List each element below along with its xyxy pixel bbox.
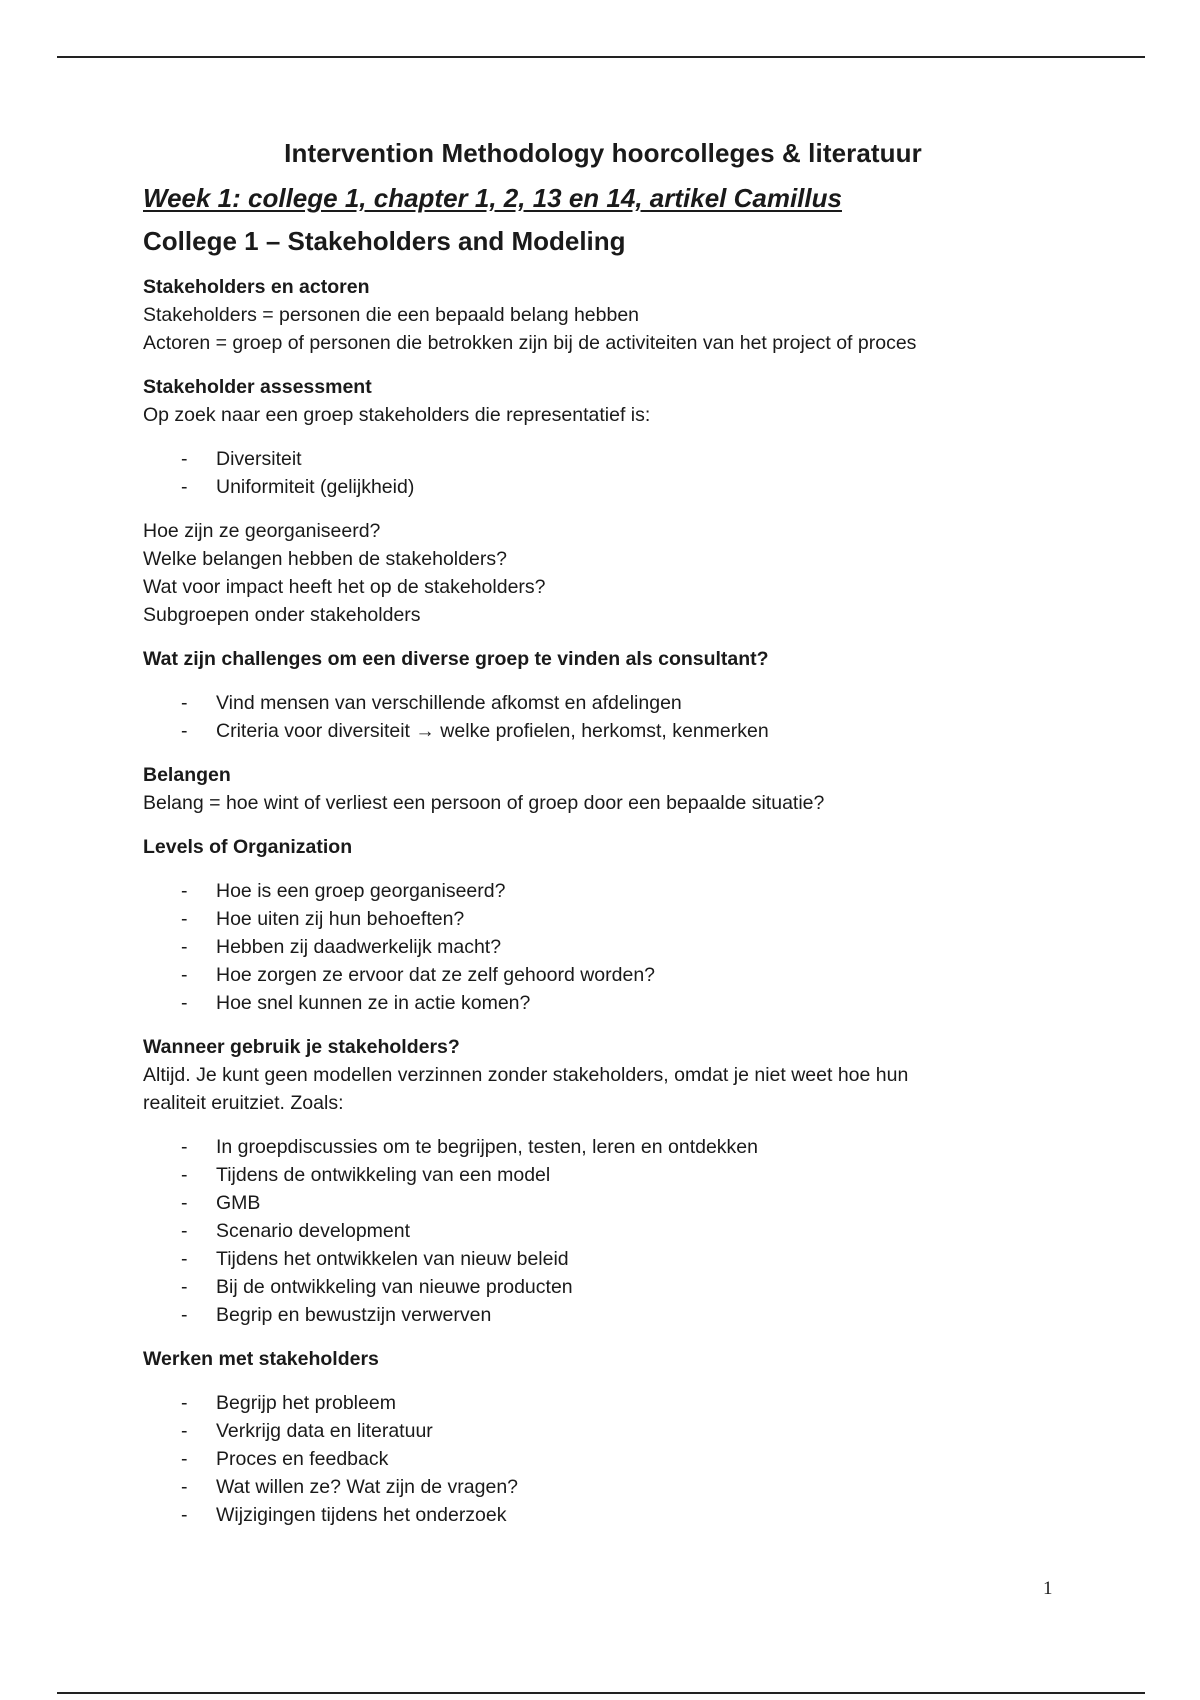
section-stakeholder-assessment bbox=[143, 373, 1103, 629]
list-item: - Verkrijg data en literatuur bbox=[143, 1417, 1103, 1445]
list-item: - Hoe snel kunnen ze in actie komen? bbox=[143, 989, 1103, 1017]
section-werken bbox=[143, 1345, 1103, 1529]
list-item: - Hoe zorgen ze ervoor dat ze zelf gehoord worden? bbox=[143, 961, 1103, 989]
section-challenges bbox=[143, 645, 1103, 745]
header-rule bbox=[57, 56, 1145, 58]
document-title: Intervention Methodology hoorcolleges & literatuur bbox=[284, 138, 922, 168]
list-item: - Criteria voor diversiteit → welke profielen, herkomst, kenmerken bbox=[143, 717, 1103, 745]
college-heading: College 1 – Stakeholders and Modeling bbox=[143, 226, 626, 256]
section-heading: Werken met stakeholders bbox=[143, 1348, 379, 1370]
text-line: Stakeholders = personen die een bepaald belang hebben bbox=[143, 304, 640, 326]
section-wanneer bbox=[143, 1033, 1103, 1329]
section-belangen bbox=[143, 761, 1103, 817]
list-item: - Wat willen ze? Wat zijn de vragen? bbox=[143, 1473, 1103, 1501]
list-item: - Uniformiteit (gelijkheid) bbox=[143, 473, 1103, 501]
list-item: - Hoe is een groep georganiseerd? bbox=[143, 877, 1103, 905]
list-item: - Begrip en bewustzijn verwerven bbox=[143, 1301, 1103, 1329]
section-stakeholders-actoren bbox=[143, 273, 1103, 357]
document-body bbox=[143, 138, 1103, 1529]
section-heading: Wat zijn challenges om een diverse groep te vinden als consultant? bbox=[143, 648, 769, 670]
list-item: - Diversiteit bbox=[143, 445, 1103, 473]
list-item: - Begrijp het probleem bbox=[143, 1389, 1103, 1417]
text-line: Belang = hoe wint of verliest een persoon of groep door een bepaalde situatie? bbox=[143, 792, 825, 814]
bullet-list bbox=[143, 445, 1103, 501]
text-line: Op zoek naar een groep stakeholders die representatief is: bbox=[143, 404, 651, 426]
list-item: - Proces en feedback bbox=[143, 1445, 1103, 1473]
list-item: - Tijdens het ontwikkelen van nieuw beleid bbox=[143, 1245, 1103, 1273]
section-heading: Stakeholders en actoren bbox=[143, 276, 370, 298]
week-heading: Week 1: college 1, chapter 1, 2, 13 en 14, artikel Camillus bbox=[143, 183, 842, 213]
section-levels-of-organization bbox=[143, 833, 1103, 1017]
list-item: - Wijzigingen tijdens het onderzoek bbox=[143, 1501, 1103, 1529]
list-item: - In groepdiscussies om te begrijpen, testen, leren en ontdekken bbox=[143, 1133, 1103, 1161]
list-item: - GMB bbox=[143, 1189, 1103, 1217]
text-line: Welke belangen hebben de stakeholders? bbox=[143, 548, 507, 570]
list-item: - Scenario development bbox=[143, 1217, 1103, 1245]
bullet-list bbox=[143, 1133, 1103, 1329]
text-line: Hoe zijn ze georganiseerd? bbox=[143, 520, 381, 542]
page-number: 1 bbox=[1043, 1578, 1053, 1599]
section-heading: Levels of Organization bbox=[143, 836, 353, 858]
list-item: - Vind mensen van verschillende afkomst en afdelingen bbox=[143, 689, 1103, 717]
footer-rule bbox=[57, 1692, 1145, 1694]
bullet-list bbox=[143, 689, 1103, 745]
bullet-list bbox=[143, 877, 1103, 1017]
list-item: - Hoe uiten zij hun behoeften? bbox=[143, 905, 1103, 933]
bullet-list bbox=[143, 1389, 1103, 1529]
text-line: realiteit eruitziet. Zoals: bbox=[143, 1092, 344, 1114]
text-line: Altijd. Je kunt geen modellen verzinnen zonder stakeholders, omdat je niet weet hoe hun bbox=[143, 1064, 909, 1086]
text-line: Wat voor impact heeft het op de stakeholders? bbox=[143, 576, 546, 598]
section-heading: Stakeholder assessment bbox=[143, 376, 372, 398]
section-heading: Wanneer gebruik je stakeholders? bbox=[143, 1036, 460, 1058]
text-line: Subgroepen onder stakeholders bbox=[143, 604, 421, 626]
list-item: - Tijdens de ontwikkeling van een model bbox=[143, 1161, 1103, 1189]
list-item: - Bij de ontwikkeling van nieuwe producten bbox=[143, 1273, 1103, 1301]
section-heading: Belangen bbox=[143, 764, 231, 786]
list-item: - Hebben zij daadwerkelijk macht? bbox=[143, 933, 1103, 961]
text-line: Actoren = groep of personen die betrokken zijn bij de activiteiten van het project of proces bbox=[143, 332, 917, 354]
